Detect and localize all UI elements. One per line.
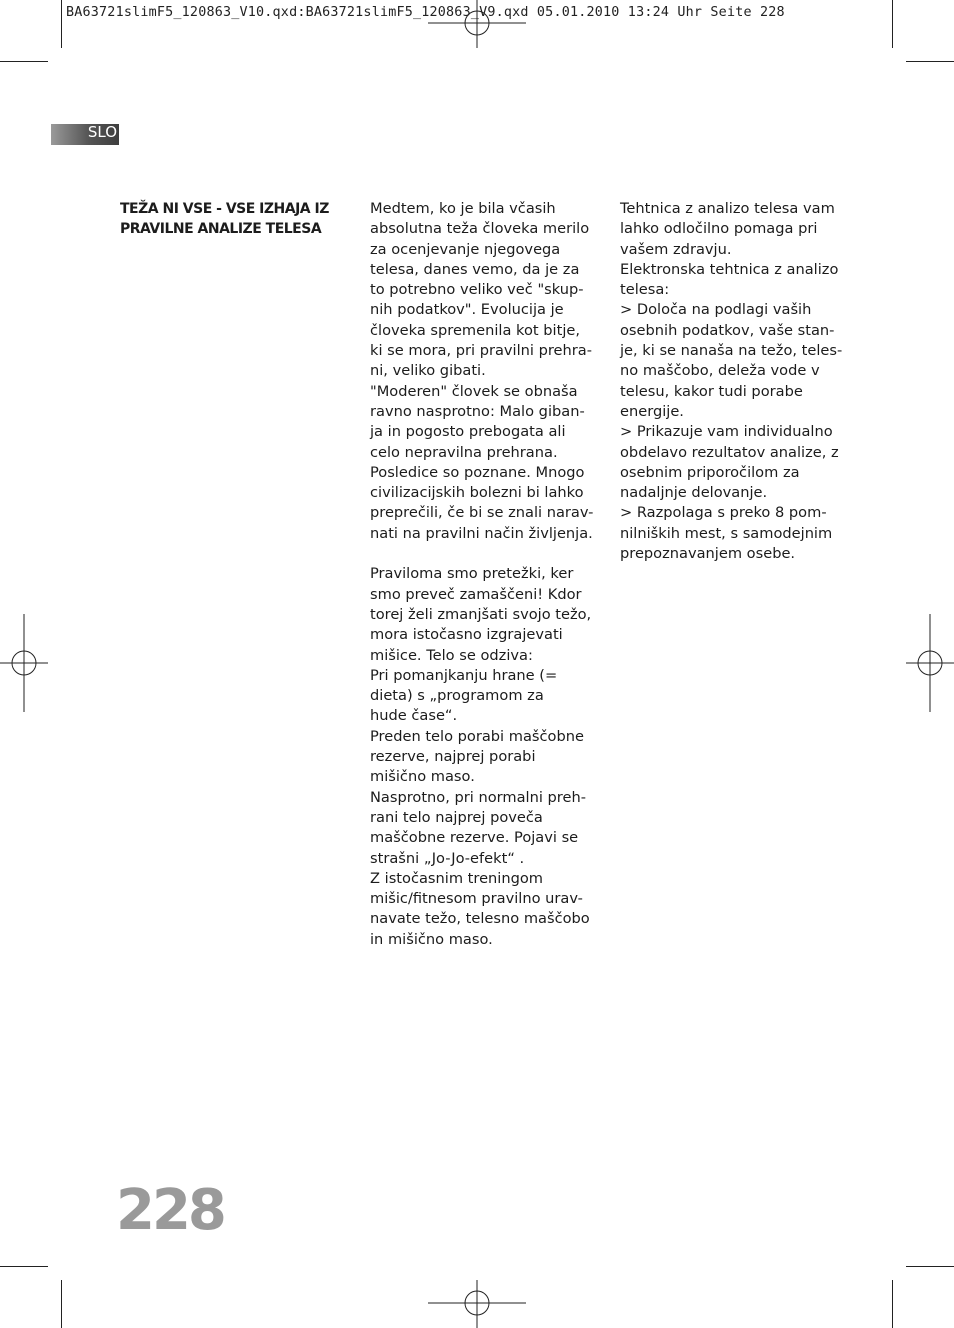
column3-intro: Tehtnica z analizo telesa vam lahko odločilno pomaga pri vašem zdravju. Elektronska tehtnica z analizo telesa: [620,200,839,299]
body-column-3 [620,199,860,564]
column3-bullet-3: > Razpolaga s preko 8 pom- nilniških mest, s samodejnim prepoznavanjem osebe. [620,504,833,563]
column3-bullet-2: > Prikazuje vam individualno obdelavo rezultatov analize, z osebnim priporočilom za nadaljnje delovanje. [620,423,839,502]
registration-mark-top-icon [428,0,526,48]
registration-mark-left-icon [0,614,48,712]
column2-paragraph-1: Medtem, ko je bila včasih absolutna teža človeka merilo za ocenjevanje njegovega telesa, danes vemo, da je za to potrebno veliko več "skup- nih podatkov". Evolucija je človeka spremenila kot bitje, ki se mora, pri pravilni prehra- ni, veliko gibati. "Moderen" človek se obnaša ravno nasprotno: Malo giban- ja in pogosto prebogata ali celo nepravilna prehrana. Posledice so poznane. Mnogo civilizacijskih bolezni bi lahko preprečili, če bi se znali narav- nati na pravilni način življenja. [370,200,594,542]
heading-line-2: PRAVILNE ANALIZE TELESA [120,221,322,238]
crop-mark-top-right-h [906,61,954,62]
section-heading [120,199,350,240]
paragraph-spacer [370,544,600,564]
crop-mark-bottom-right-v [892,1280,893,1328]
crop-mark-top-left-h [0,61,48,62]
language-tab: SLO [51,124,119,145]
page-number: 228 [116,1178,224,1243]
crop-mark-bottom-left-v [61,1280,62,1328]
column2-paragraph-2: Praviloma smo pretežki, ker smo preveč zamaščeni! Kdor torej želi zmanjšati svojo težo, mora istočasno izgrajevati mišice. Telo se odziva: Pri pomanjkanju hrane (= dieta) s „programom za hude čase“. Preden telo porabi maščobne rezerve, najprej porabi mišično maso. Nasprotno, pri normalni preh- rani telo najprej poveča maščobne rezerve. Pojavi se strašni „Jo-Jo-efekt“ . Z istočasnim treningom mišic/fitnesom pravilno urav- navate težo, telesno maščobo in mišično maso. [370,565,592,948]
slug-line: BA63721slimF5_120863_V10.qxd:BA63721slimF5_120863_V9.qxd 05.01.2010 13:24 Uhr Seite 228 [66,5,785,20]
crop-mark-top-right-v [892,0,893,48]
crop-mark-top-left-v [61,0,62,48]
column3-bullet-1: > Določa na podlagi vaših osebnih podatkov, vaše stan- je, ki se nanaša na težo, teles- no maščobo, deleža vode v telesu, kakor tudi porabe energije. [620,301,843,420]
body-column-2 [370,199,600,950]
registration-mark-bottom-icon [428,1280,526,1328]
heading-line-1: TEŽA NI VSE - VSE IZHAJA IZ [120,201,329,217]
registration-mark-right-icon [906,614,954,712]
crop-mark-bottom-right-h [906,1266,954,1267]
crop-mark-bottom-left-h [0,1266,48,1267]
